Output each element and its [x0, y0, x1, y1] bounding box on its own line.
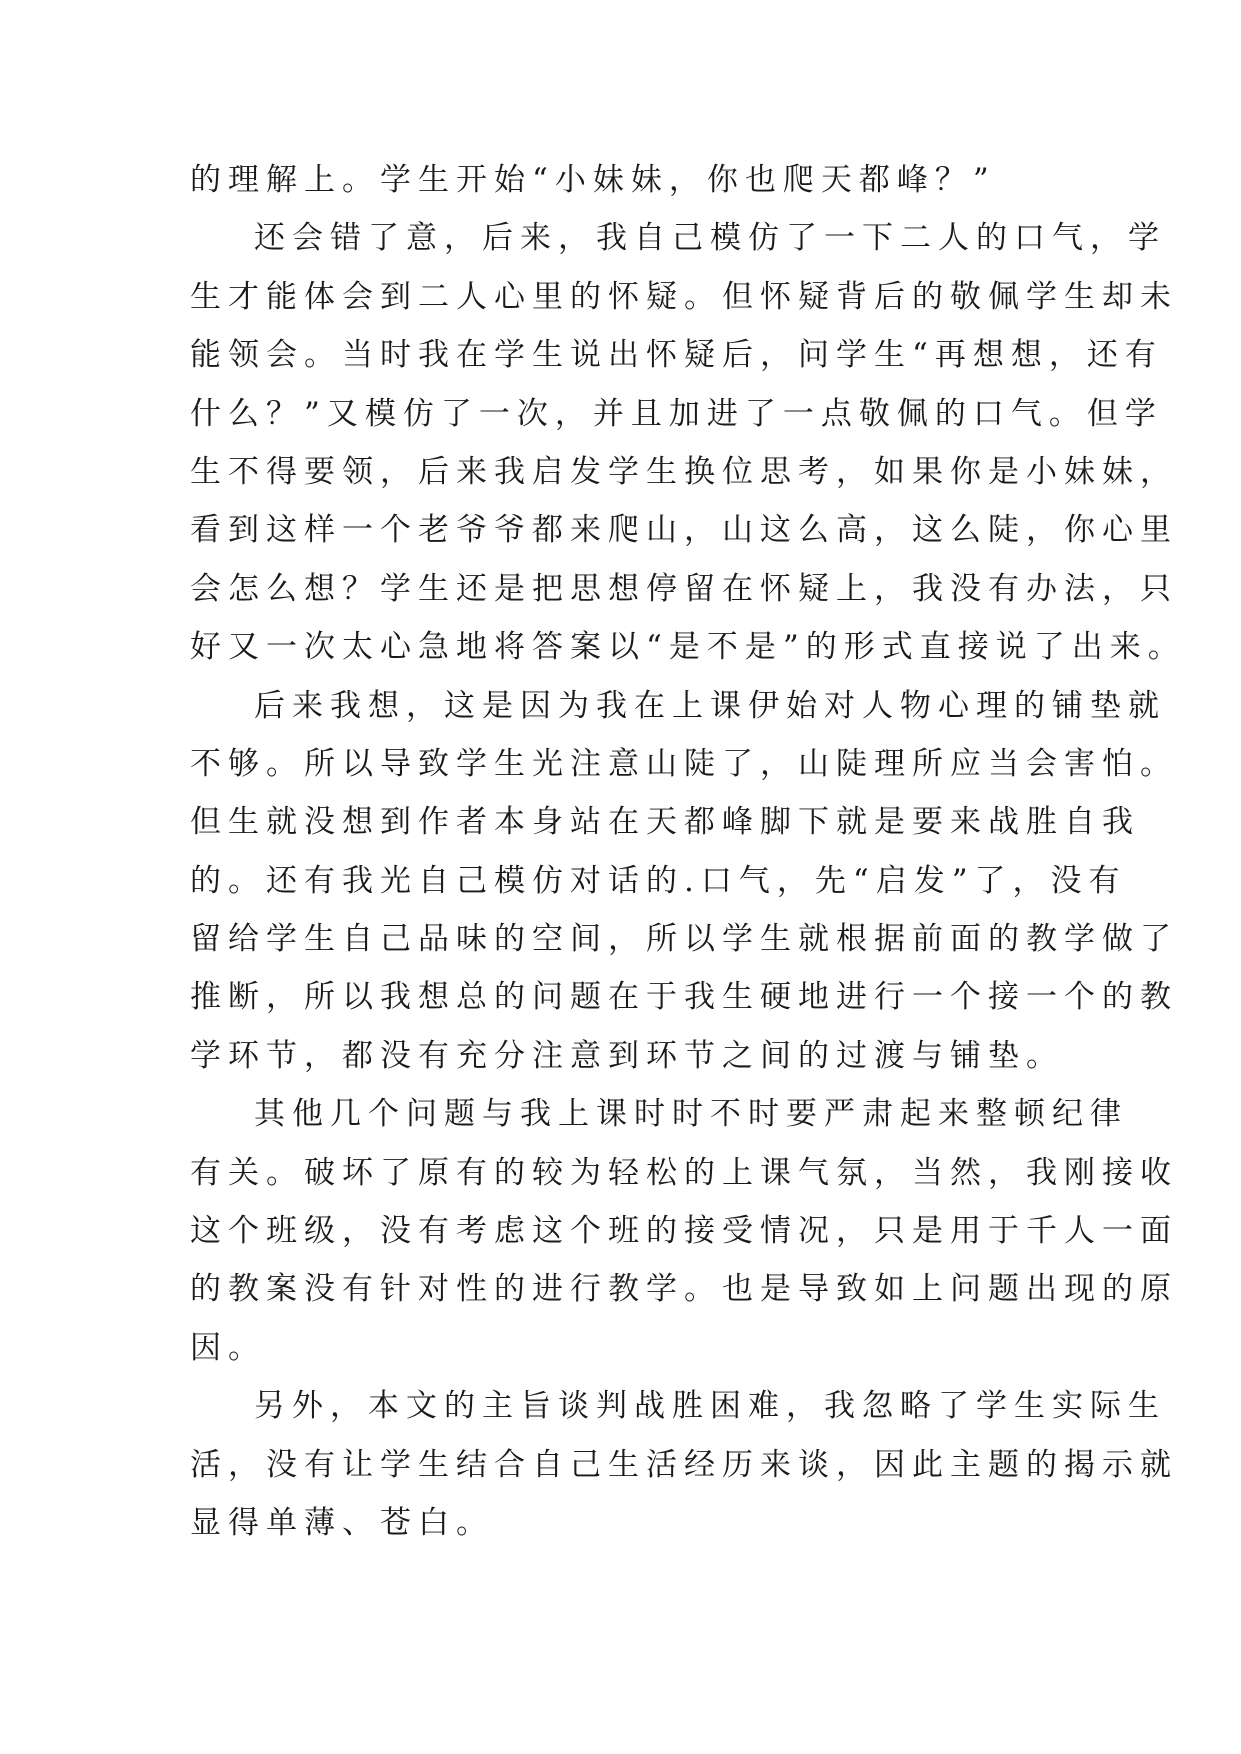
- text-line: 什么？”又模仿了一次，并且加进了一点敬佩的口气。但学: [190, 395, 1163, 432]
- text-line: 还会错了意，后来，我自己模仿了一下二人的口气，学: [254, 220, 1166, 257]
- text-line: 后来我想，这是因为我在上课伊始对人物心理的铺垫就: [254, 687, 1166, 724]
- text-line: 好又一次太心急地将答案以“是不是”的形式直接说了出来。: [190, 629, 1186, 666]
- text-line: 的。还有我光自己模仿对话的.口气，先“启发”了，没有: [190, 862, 1127, 899]
- document-body: [190, 151, 1186, 1552]
- text-line: 显得单薄、苍白。: [190, 1504, 494, 1541]
- text-line: 其他几个问题与我上课时时不时要严肃起来整顿纪律: [254, 1096, 1128, 1133]
- text-line: 能领会。当时我在学生说出怀疑后，问学生“再想想，还有: [190, 337, 1163, 374]
- text-line: 看到这样一个老爷爷都来爬山，山这么高，这么陡，你心里: [190, 512, 1178, 549]
- text-line: 生才能体会到二人心里的怀疑。但怀疑背后的敬佩学生却未: [190, 278, 1178, 315]
- text-line: 因。: [190, 1329, 266, 1366]
- text-line: 的教案没有针对性的进行教学。也是导致如上问题出现的原: [190, 1271, 1178, 1308]
- text-line: 这个班级，没有考虑这个班的接受情况，只是用于千人一面: [190, 1213, 1178, 1250]
- text-line: 学环节，都没有充分注意到环节之间的过渡与铺垫。: [190, 1037, 1064, 1074]
- text-line: 推断，所以我想总的问题在于我生硬地进行一个接一个的教: [190, 979, 1178, 1016]
- text-line: 生不得要领，后来我启发学生换位思考，如果你是小妹妹，: [190, 453, 1178, 490]
- text-line: 不够。所以导致学生光注意山陡了，山陡理所应当会害怕。: [190, 745, 1178, 782]
- text-line: 但生就没想到作者本身站在天都峰脚下就是要来战胜自我: [190, 804, 1140, 841]
- text-line: 另外，本文的主旨谈判战胜困难，我忽略了学生实际生: [254, 1388, 1166, 1425]
- text-line: 有关。破坏了原有的较为轻松的上课气氛，当然，我刚接收: [190, 1154, 1178, 1191]
- text-line: 会怎么想？学生还是把思想停留在怀疑上，我没有办法，只: [190, 570, 1178, 607]
- text-line: 活，没有让学生结合自己生活经历来谈，因此主题的揭示就: [190, 1446, 1178, 1483]
- text-line: 留给学生自己品味的空间，所以学生就根据前面的教学做了: [190, 921, 1178, 958]
- text-line: 的理解上。学生开始“小妹妹，你也爬天都峰？”: [190, 162, 996, 198]
